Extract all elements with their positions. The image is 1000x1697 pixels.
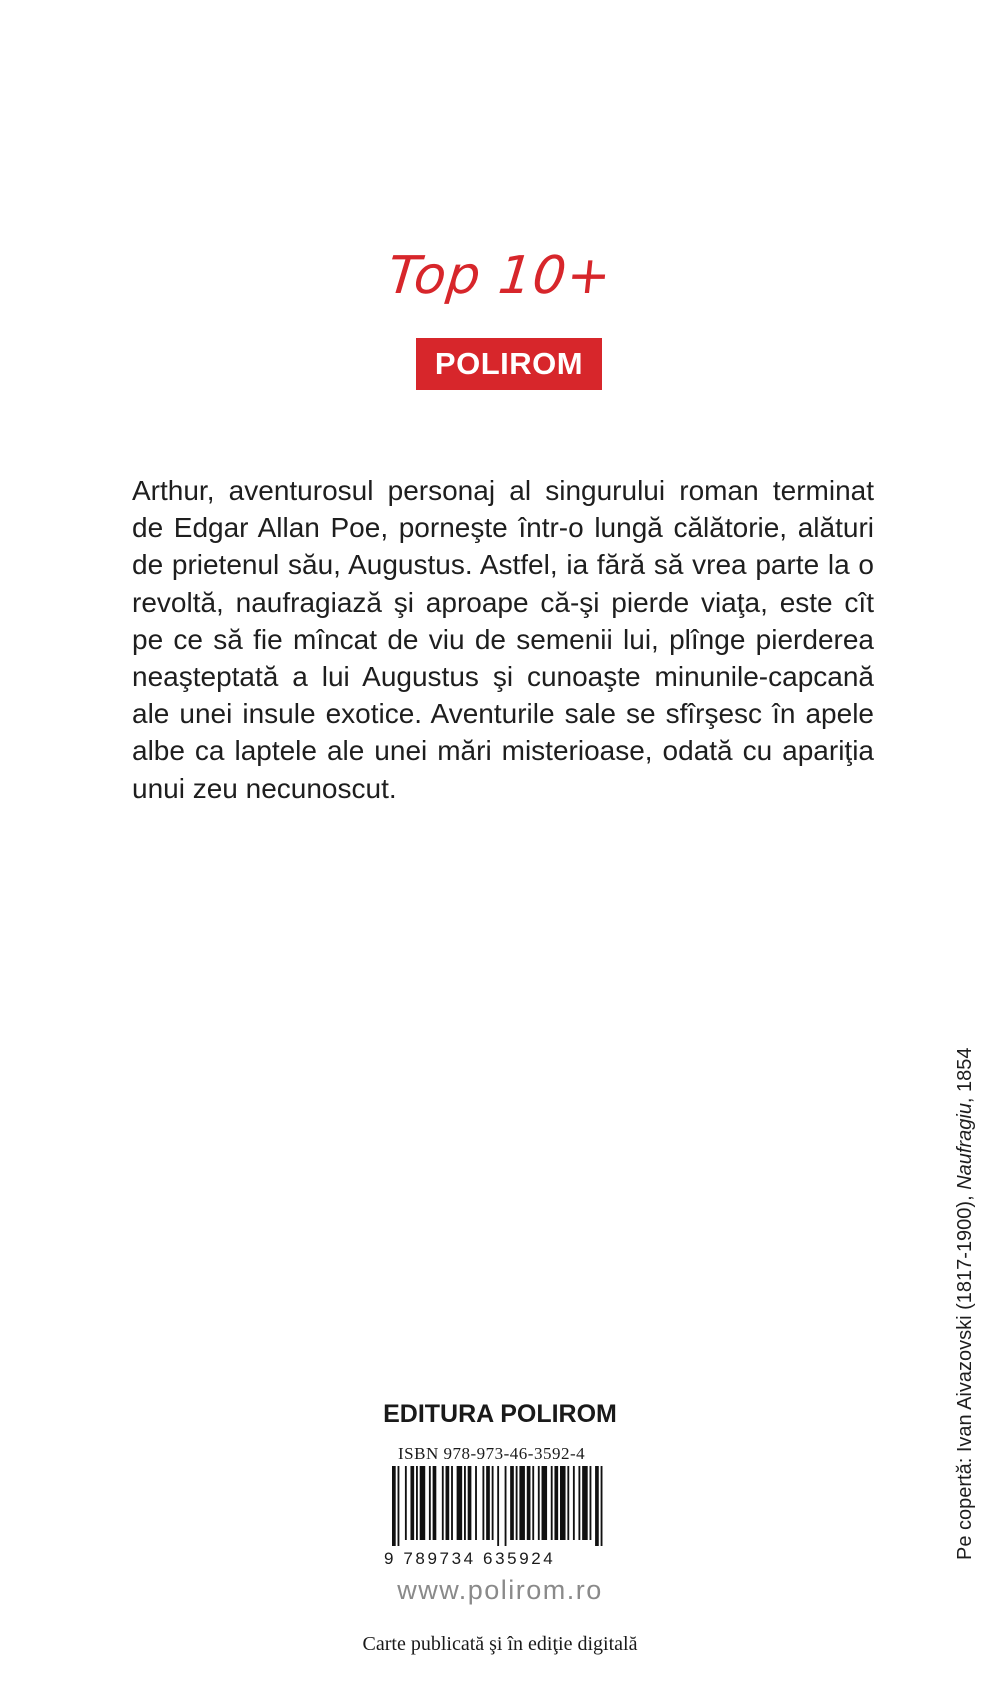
- barcode-bar: [554, 1466, 558, 1540]
- barcode-digits: 9 789734 635924: [384, 1549, 556, 1568]
- barcode-bar: [567, 1466, 569, 1540]
- barcode-bar: [538, 1466, 540, 1540]
- cover-credit-prefix: Pe copertă: Ivan Aivazovski (1817-1900),: [954, 1189, 976, 1560]
- barcode-bar: [510, 1466, 514, 1540]
- barcode-bar: [601, 1466, 603, 1546]
- barcode-bar: [410, 1466, 414, 1540]
- barcode-bar: [416, 1466, 418, 1540]
- barcode-bar: [429, 1466, 431, 1540]
- barcode-bar: [516, 1466, 518, 1540]
- barcode-bar: [551, 1466, 553, 1540]
- cover-credit-work: Naufragiu: [954, 1103, 976, 1190]
- barcode-bar: [405, 1466, 407, 1540]
- isbn: ISBN 978-973-46-3592-4: [398, 1444, 586, 1463]
- series-logo: [0, 246, 1000, 306]
- barcode: [392, 1466, 608, 1546]
- series-title: Top 10+: [385, 246, 615, 306]
- barcode-bar: [398, 1466, 400, 1546]
- barcode-bar: [486, 1466, 490, 1540]
- barcode-bar: [590, 1466, 592, 1540]
- barcode-bar: [560, 1466, 566, 1540]
- barcode-bar: [505, 1466, 507, 1546]
- barcode-bar: [519, 1466, 525, 1540]
- barcode-bar: [542, 1466, 548, 1540]
- barcode-bar: [433, 1466, 437, 1540]
- publisher-website: www.polirom.ro: [397, 1575, 603, 1605]
- barcode-bar: [578, 1466, 580, 1540]
- barcode-bar: [492, 1466, 494, 1540]
- publisher-badge: POLIROM: [416, 338, 602, 390]
- barcode-bar: [573, 1466, 575, 1540]
- barcode-bar: [446, 1466, 450, 1540]
- barcode-bar: [595, 1466, 599, 1546]
- barcode-bar: [497, 1466, 499, 1546]
- barcode-bar: [442, 1466, 444, 1540]
- barcode-bar: [468, 1466, 472, 1540]
- barcode-bar: [451, 1466, 453, 1540]
- barcode-bar: [457, 1466, 463, 1540]
- barcode-bar: [392, 1466, 396, 1546]
- book-blurb: Arthur, aventurosul personaj al singurului roman terminat de Edgar Allan Poe, porneşte într-o lungă călătorie, alături de prietenul său, Augustus. Astfel, ia fără să vrea parte la o revoltă, naufragiază şi aproape că-şi pierde viaţa, este cît pe ce să fie mîncat de viu de semenii lui, plînge pierderea neaşteptată a lui Augustus şi cunoaşte minunile-capcană ale unei insule exotice. Aventurile sale se sfîrşesc în apele albe ca laptele ale unei mări misterioase, odată cu apariţia unui zeu necunoscut.: [132, 475, 874, 804]
- cover-credit-suffix: , 1854: [954, 1047, 976, 1104]
- barcode-bar: [475, 1466, 477, 1540]
- barcode-bar: [582, 1466, 588, 1540]
- digital-edition-note: Carte publicată şi în ediţie digitală: [362, 1633, 638, 1655]
- barcode-bar: [482, 1466, 484, 1540]
- barcode-bar: [420, 1466, 426, 1540]
- barcode-bar: [527, 1466, 531, 1540]
- cover-credit: [954, 1047, 977, 1560]
- barcode-bar: [464, 1466, 466, 1540]
- barcode-bar: [532, 1466, 534, 1540]
- publisher-imprint: EDITURA POLIROM: [383, 1400, 617, 1428]
